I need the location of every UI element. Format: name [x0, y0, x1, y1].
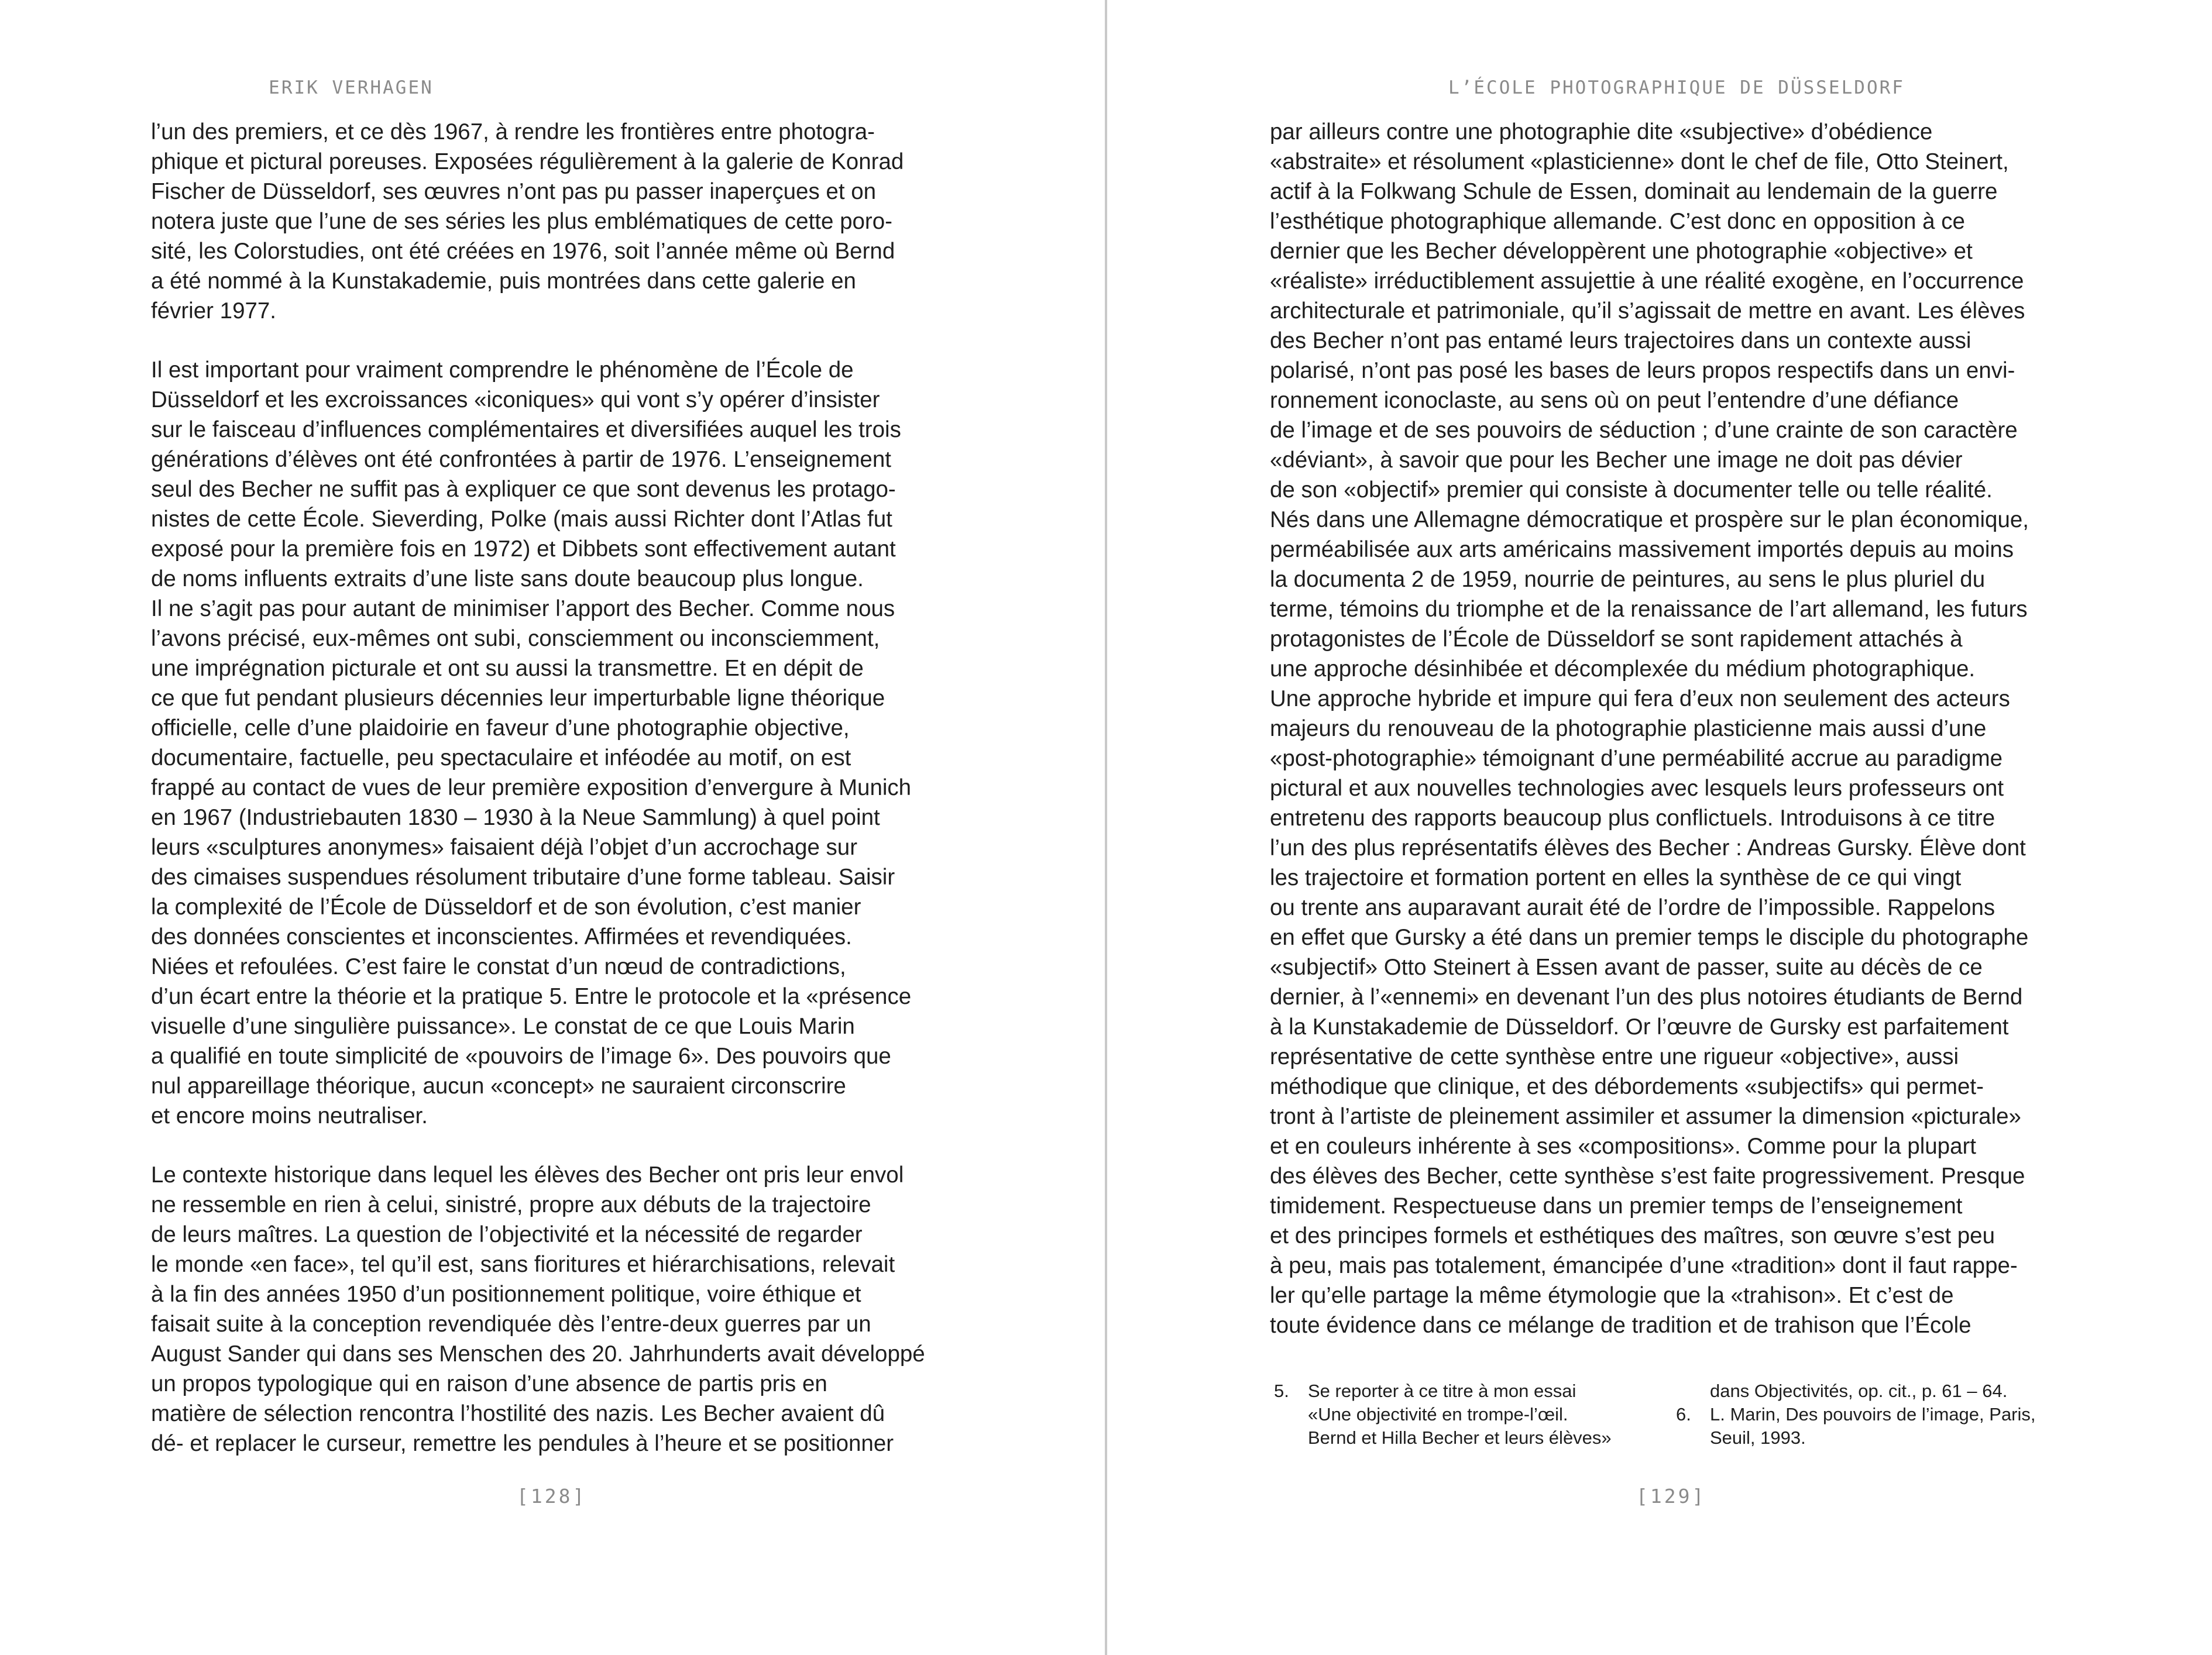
text-line: la complexité de l’École de Düsseldorf et de son évolution, c’est manier	[151, 894, 861, 920]
text-line: et encore moins neutraliser.	[151, 1103, 428, 1128]
text-line: des élèves des Becher, cette synthèse s’est faite progressivement. Presque	[1270, 1164, 2025, 1189]
text-line: de l’image et de ses pouvoirs de séduction ; d’une crainte de son caractère	[1270, 418, 2018, 443]
text-line: de leurs maîtres. La question de l’objectivité et la nécessité de regarder	[151, 1222, 863, 1247]
page-number-left: [128]	[517, 1485, 587, 1508]
text-line: ce que fut pendant plusieurs décennies leur imperturbable ligne théorique	[151, 686, 885, 711]
text-line: notera juste que l’une de ses séries les plus emblématiques de cette poro-	[151, 209, 892, 234]
text-line: «post-photographie» témoignant d’une perméabilité accrue au paradigme	[1270, 746, 2003, 771]
text-line: ne ressemble en rien à celui, sinistré, propre aux débuts de la trajectoire	[151, 1192, 871, 1217]
text-line: «subjectif» Otto Steinert à Essen avant de passer, suite au décès de ce	[1270, 955, 1983, 980]
text-line: seul des Becher ne suffit pas à expliquer ce que sont devenus les protago-	[151, 477, 896, 502]
text-line: protagonistes de l’École de Düsseldorf se sont rapidement attachés à	[1270, 627, 1963, 652]
text-line: générations d’élèves ont été confrontées à partir de 1976. L’enseignement	[151, 447, 891, 472]
footnote-line	[1274, 1379, 1659, 1403]
text-line: dernier que les Becher développèrent une photographie «objective» et	[1270, 239, 1973, 264]
text-line: a qualifié en toute simplicité de «pouvoirs de l’image 6». Des pouvoirs que	[151, 1044, 891, 1069]
text-line: visuelle d’une singulière puissance». Le constat de ce que Louis Marin	[151, 1014, 855, 1039]
text-line: majeurs du renouveau de la photographie plasticienne mais aussi d’une	[1270, 716, 1987, 741]
text-line: nistes de cette École. Sieverding, Polke (mais aussi Richter dont l’Atlas fut	[151, 507, 892, 532]
text-line: une imprégnation picturale et ont su aussi la transmettre. Et en dépit de	[151, 656, 864, 681]
text-line: ronnement iconoclaste, au sens où on peut l’entendre d’une défiance	[1270, 388, 1959, 413]
text-line: la documenta 2 de 1959, nourrie de peintures, au sens le plus pluriel du	[1270, 567, 1986, 592]
text-line: faisait suite à la conception revendiquée dès l’entre-deux guerres par un	[151, 1312, 871, 1337]
text-line: l’avons précisé, eux-mêmes ont subi, consciemment ou inconsciemment,	[151, 626, 880, 651]
footnote-text: Se reporter à ce titre à mon essai	[1308, 1381, 1576, 1401]
text-line: «réaliste» irréductiblement assujettie à une réalité exogène, en l’occurrence	[1270, 269, 2024, 294]
text-line: Il est important pour vraiment comprendre le phénomène de l’École de	[151, 357, 854, 383]
text-line: des cimaises suspendues résolument tributaire d’une forme tableau. Saisir	[151, 865, 895, 890]
text-line: sur le faisceau d’influences complémentaires et diversifiées auquel les trois	[151, 417, 901, 442]
text-line: matière de sélection rencontra l’hostilité des nazis. Les Becher avaient dû	[151, 1401, 885, 1426]
text-line: à peu, mais pas totalement, émancipée d’une «tradition» dont il faut rappe-	[1270, 1253, 2018, 1278]
footnote-text: L. Marin, Des pouvoirs de l’image, Paris,	[1710, 1404, 2036, 1425]
text-line: février 1977.	[151, 298, 277, 324]
footnote-number: 5.	[1274, 1381, 1289, 1401]
text-line: l’un des plus représentatifs élèves des Becher : Andreas Gursky. Élève dont	[1270, 835, 2026, 861]
text-line: August Sander qui dans ses Menschen des 20. Jahrhunderts avait développé	[151, 1341, 925, 1367]
text-line: Le contexte historique dans lequel les élèves des Becher ont pris leur envol	[151, 1162, 904, 1188]
footnote-text: Bernd et Hilla Becher et leurs élèves»	[1308, 1427, 1612, 1448]
footnotes-column-2	[1676, 1379, 2061, 1450]
text-line: par ailleurs contre une photographie dite «subjective» d’obédience	[1270, 119, 1933, 144]
text-line: à la fin des années 1950 d’un positionnement politique, voire éthique et	[151, 1282, 861, 1307]
text-line: Niées et refoulées. C’est faire le constat d’un nœud de contradictions,	[151, 954, 846, 979]
text-line: Fischer de Düsseldorf, ses œuvres n’ont pas pu passer inaperçues et on	[151, 179, 877, 204]
text-line: Nés dans une Allemagne démocratique et prospère sur le plan économique,	[1270, 507, 2029, 532]
footnotes-column-1	[1274, 1379, 1659, 1450]
text-line: de noms influents extraits d’une liste sans doute beaucoup plus longue.	[151, 566, 864, 591]
text-line: tront à l’artiste de pleinement assimiler et assumer la dimension «picturale»	[1270, 1104, 2021, 1129]
text-line: d’un écart entre la théorie et la pratique 5. Entre le protocole et la «présence	[151, 984, 912, 1009]
text-line: nul appareillage théorique, aucun «concept» ne sauraient circonscrire	[151, 1073, 846, 1099]
text-line: des données conscientes et inconscientes. Affirmées et revendiquées.	[151, 924, 852, 949]
text-line: dé- et replacer le curseur, remettre les pendules à l’heure et se positionner	[151, 1431, 894, 1456]
text-line: dernier, à l’«ennemi» en devenant l’un des plus notoires étudiants de Bernd	[1270, 985, 2023, 1010]
text-line: leurs «sculptures anonymes» faisaient déjà l’objet d’un accrochage sur	[151, 835, 858, 860]
footnote-line	[1308, 1403, 1659, 1426]
text-line: en effet que Gursky a été dans un premier temps le disciple du photographe	[1270, 925, 2029, 950]
text-line: perméabilisée aux arts américains massivement importés depuis au moins	[1270, 537, 2014, 562]
text-line: Il ne s’agit pas pour autant de minimiser l’apport des Becher. Comme nous	[151, 596, 895, 621]
text-line: sité, les Colorstudies, ont été créées en 1976, soit l’année même où Bernd	[151, 239, 895, 264]
text-line: un propos typologique qui en raison d’une absence de partis pris en	[151, 1371, 827, 1396]
text-line: l’un des premiers, et ce dès 1967, à rendre les frontières entre photogra-	[151, 119, 875, 144]
paragraph-break	[151, 1131, 970, 1160]
text-line: à la Kunstakademie de Düsseldorf. Or l’œuvre de Gursky est parfaitement	[1270, 1014, 2009, 1040]
footnote-line	[1710, 1379, 2061, 1403]
left-page	[0, 0, 1105, 1655]
text-line: actif à la Folkwang Schule de Essen, dominait au lendemain de la guerre	[1270, 179, 1998, 204]
text-line: les trajectoire et formation portent en elles la synthèse de ce qui vingt	[1270, 865, 1962, 890]
footnote-number: 6.	[1676, 1404, 1691, 1425]
text-line: documentaire, factuelle, peu spectaculaire et inféodée au motif, on est	[151, 745, 851, 770]
text-line: pictural et aux nouvelles technologies avec lesquels leurs professeurs ont	[1270, 776, 2004, 801]
text-line: une approche désinhibée et décomplexée du médium photographique.	[1270, 656, 1976, 682]
page-number-right: [129]	[1636, 1485, 1706, 1508]
footnote-line	[1710, 1426, 2061, 1450]
text-line: Düsseldorf et les excroissances «iconiques» qui vont s’y opérer d’insister	[151, 387, 880, 412]
text-line: officielle, celle d’une plaidoirie en faveur d’une photographie objective,	[151, 715, 850, 741]
text-line: exposé pour la première fois en 1972) et Dibbets sont effectivement autant	[151, 536, 896, 562]
text-line: et des principes formels et esthétiques des maîtres, son œuvre s’est peu	[1270, 1223, 1995, 1248]
footnote-text: dans Objectivités, op. cit., p. 61 – 64.	[1710, 1381, 2008, 1401]
paragraph-break	[151, 326, 970, 355]
text-line: le monde «en face», tel qu’il est, sans fioritures et hiérarchisations, relevait	[151, 1252, 895, 1277]
text-line: l’esthétique photographique allemande. C’est donc en opposition à ce	[1270, 209, 1965, 234]
text-line: et en couleurs inhérente à ses «compositions». Comme pour la plupart	[1270, 1134, 1976, 1159]
text-line: de son «objectif» premier qui consiste à documenter telle ou telle réalité.	[1270, 477, 1993, 503]
text-line: ou trente ans auparavant aurait été de l’ordre de l’impossible. Rappelons	[1270, 895, 1995, 920]
text-line: en 1967 (Industriebauten 1830 – 1930 à la Neue Sammlung) à quel point	[151, 805, 880, 830]
text-line: terme, témoins du triomphe et de la renaissance de l’art allemand, les futurs	[1270, 597, 2028, 622]
footnote-line	[1676, 1403, 2061, 1426]
running-head-author: ERIK VERHAGEN	[269, 77, 434, 98]
text-line: ler qu’elle partage la même étymologie que la «trahison». Et c’est de	[1270, 1283, 1954, 1308]
book-gutter	[1105, 0, 1107, 1655]
text-line: Une approche hybride et impure qui fera d’eux non seulement des acteurs	[1270, 686, 2010, 711]
footnote-text: «Une objectivité en trompe-l’œil.	[1308, 1404, 1568, 1425]
text-line: phique et pictural poreuses. Exposées régulièrement à la galerie de Konrad	[151, 149, 904, 174]
text-line: méthodique que clinique, et des débordements «subjectifs» qui permet-	[1270, 1074, 1984, 1099]
text-line: des Becher n’ont pas entamé leurs trajectoires dans un contexte aussi	[1270, 328, 1971, 353]
text-line: architecturale et patrimoniale, qu’il s’agissait de mettre en avant. Les élèves	[1270, 298, 2025, 324]
text-line: polarisé, n’ont pas posé les bases de leurs propos respectifs dans un envi-	[1270, 358, 2015, 383]
text-line: frappé au contact de vues de leur première exposition d’envergure à Munich	[151, 775, 912, 800]
text-line: a été nommé à la Kunstakademie, puis montrées dans cette galerie en	[151, 269, 856, 294]
footnote-line	[1308, 1426, 1659, 1450]
text-line: toute évidence dans ce mélange de tradition et de trahison que l’École	[1270, 1313, 1971, 1338]
text-line: timidement. Respectueuse dans un premier temps de l’enseignement	[1270, 1193, 1963, 1219]
footnote-text: Seuil, 1993.	[1710, 1427, 1806, 1448]
text-line: représentative de cette synthèse entre une rigueur «objective», aussi	[1270, 1044, 1959, 1069]
left-body-text	[151, 117, 970, 1458]
right-body-text	[1270, 117, 2089, 1340]
running-head-title: L’ÉCOLE PHOTOGRAPHIQUE DE DÜSSELDORF	[1448, 77, 1905, 98]
text-line: «déviant», à savoir que pour les Becher une image ne doit pas dévier	[1270, 448, 1963, 473]
text-line: «abstraite» et résolument «plasticienne» dont le chef de file, Otto Steinert,	[1270, 149, 2009, 174]
text-line: entretenu des rapports beaucoup plus conflictuels. Introduisons à ce titre	[1270, 806, 1995, 831]
